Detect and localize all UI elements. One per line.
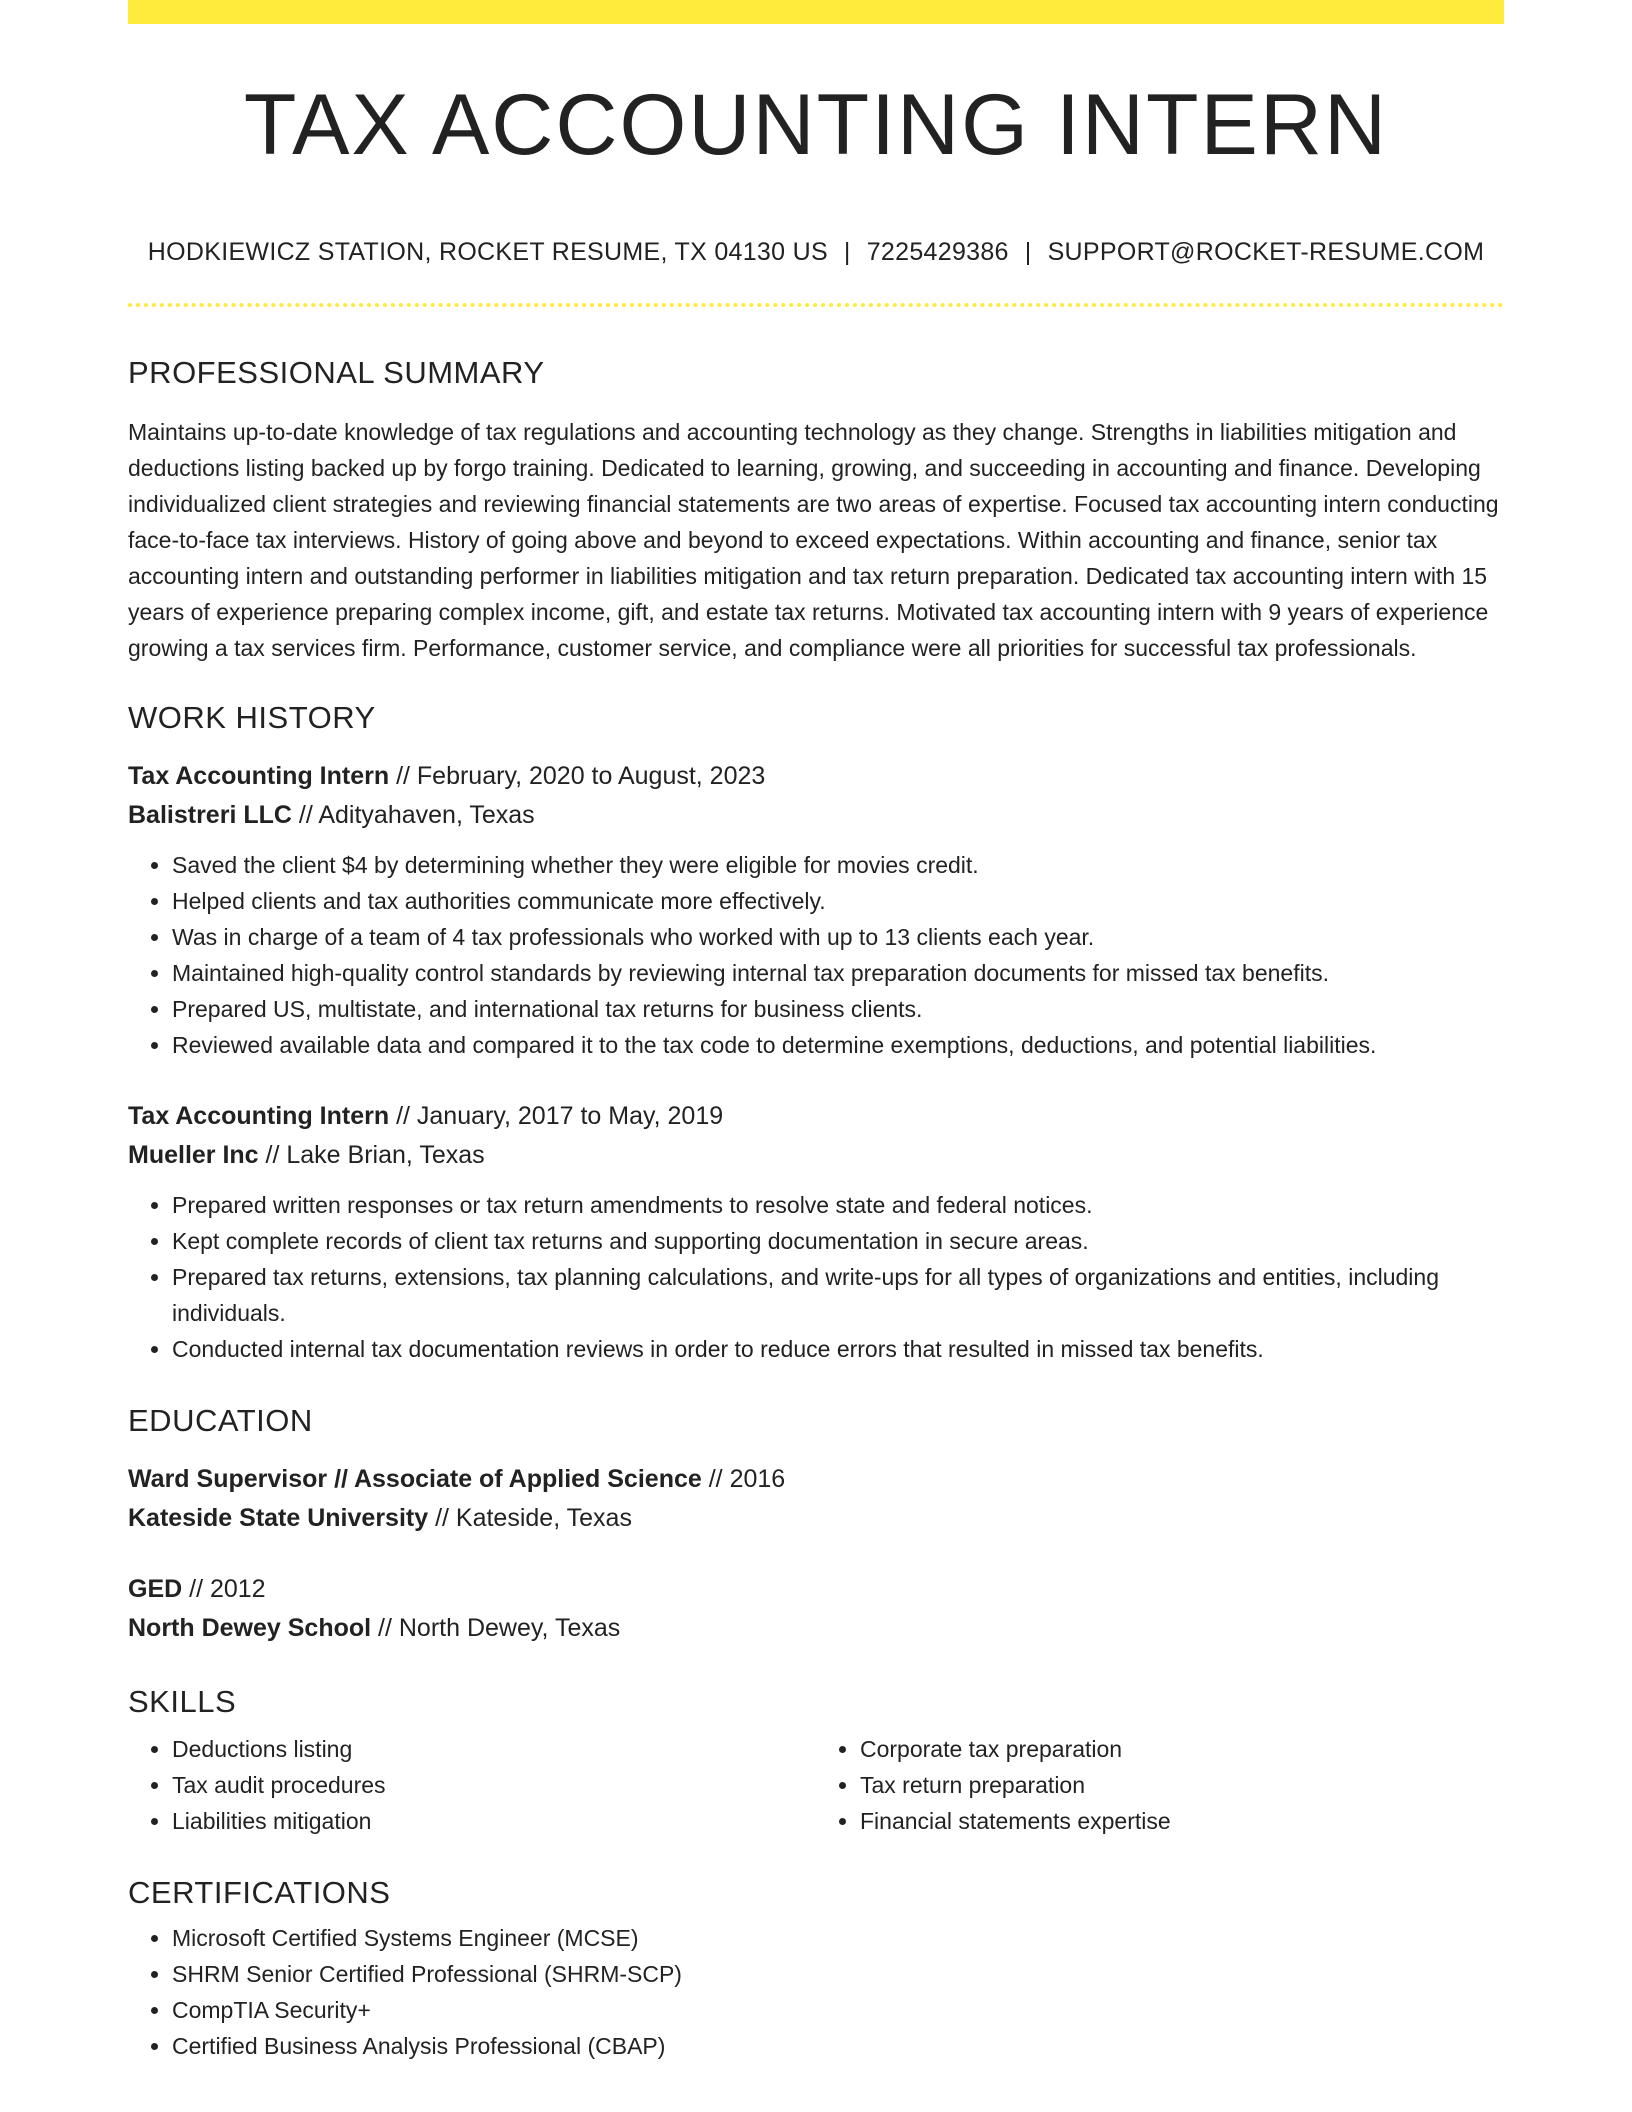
job-bullets <box>128 847 1504 1063</box>
list-item: • CompTIA Security+ <box>172 1992 1504 2028</box>
job-location: // Adityahaven, Texas <box>291 801 535 829</box>
list-item: • Deductions listing <box>172 1731 816 1767</box>
education-year: // 2012 <box>182 1575 266 1603</box>
contact-separator: | <box>1024 238 1032 266</box>
education-school: Kateside State University <box>128 1504 429 1532</box>
skills-grid <box>128 1731 1504 1839</box>
education-entry <box>128 1570 1504 1648</box>
section-title-certifications: CERTIFICATIONS <box>128 1875 391 1910</box>
job-company: Balistreri LLC <box>128 801 292 829</box>
list-item: • Maintained high-quality control standards by reviewing internal tax preparation documents for missed tax benefits. <box>172 955 1504 991</box>
job-company: Mueller Inc <box>128 1141 259 1169</box>
job-dates: // February, 2020 to August, 2023 <box>389 762 766 790</box>
resume-title: TAX ACCOUNTING INTERN <box>243 77 1389 173</box>
list-item: • Prepared tax returns, extensions, tax planning calculations, and write-ups for all types of organizations and entities, including individuals. <box>172 1259 1504 1331</box>
job-entry <box>128 1097 1504 1367</box>
education-degree-line <box>128 1570 1504 1609</box>
job-company-line <box>128 796 1504 835</box>
list-item: • Corporate tax preparation <box>860 1731 1504 1767</box>
list-item: • Tax return preparation <box>860 1767 1504 1803</box>
education-degree: GED <box>128 1575 183 1603</box>
job-role: Tax Accounting Intern <box>128 762 390 790</box>
list-item: • Liabilities mitigation <box>172 1803 816 1839</box>
job-role-line <box>128 1097 1504 1136</box>
list-item: • Microsoft Certified Systems Engineer (MCSE) <box>172 1920 1504 1956</box>
list-item: • Financial statements expertise <box>860 1803 1504 1839</box>
section-title-skills: SKILLS <box>128 1684 237 1719</box>
top-accent-bar <box>128 0 1504 24</box>
job-location: // Lake Brian, Texas <box>258 1141 485 1169</box>
education-location: // North Dewey, Texas <box>371 1614 621 1642</box>
contact-separator: | <box>843 238 851 266</box>
list-item: • Prepared written responses or tax return amendments to resolve state and federal notices. <box>172 1187 1504 1223</box>
section-title-summary: PROFESSIONAL SUMMARY <box>128 355 545 390</box>
education-location: // Kateside, Texas <box>428 1504 632 1532</box>
list-item: • Was in charge of a team of 4 tax professionals who worked with up to 13 clients each year. <box>172 919 1504 955</box>
list-item: • Saved the client $4 by determining whether they were eligible for movies credit. <box>172 847 1504 883</box>
contact-line <box>128 240 1504 265</box>
section-title-education: EDUCATION <box>128 1403 313 1438</box>
list-item: • Reviewed available data and compared it to the tax code to determine exemptions, deductions, and potential liabilities. <box>172 1027 1504 1063</box>
education-school: North Dewey School <box>128 1614 372 1642</box>
job-dates: // January, 2017 to May, 2019 <box>389 1102 724 1130</box>
resume-page <box>128 0 1504 2064</box>
education-entry <box>128 1460 1504 1538</box>
job-entry <box>128 757 1504 1063</box>
job-role-line <box>128 757 1504 796</box>
skills-column-left <box>128 1731 816 1839</box>
job-company-line <box>128 1136 1504 1175</box>
list-item: • Prepared US, multistate, and international tax returns for business clients. <box>172 991 1504 1027</box>
education-year: // 2016 <box>701 1465 786 1493</box>
education-degree-line <box>128 1460 1504 1499</box>
summary-paragraph: Maintains up-to-date knowledge of tax regulations and accounting technology as they change. Strengths in liabilities mitigation and deductions listing backed up by forgo training. Dedicated to learning, growing, and succeeding in accounting and finance. Developing individualized client strategies and reviewing financial statements are two areas of expertise. Focused tax accounting intern conducting face-to-face tax interviews. History of going above and beyond to exceed expectations. Within accounting and finance, senior tax accounting intern and outstanding performer in liabilities mitigation and tax return preparation. Dedicated tax accounting intern with 15 years of experience preparing complex income, gift, and estate tax returns. Motivated tax accounting intern with 9 years of experience growing a tax services firm. Performance, customer service, and compliance were all priorities for successful tax professionals. <box>128 419 1499 661</box>
contact-phone: 7225429386 <box>866 238 1009 266</box>
list-item: • Tax audit procedures <box>172 1767 816 1803</box>
section-title-work-history: WORK HISTORY <box>128 700 376 735</box>
job-role: Tax Accounting Intern <box>128 1102 390 1130</box>
education-degree: Ward Supervisor // Associate of Applied Science <box>128 1465 702 1493</box>
skills-column-right <box>816 1731 1504 1839</box>
education-school-line <box>128 1609 1504 1648</box>
list-item: • Conducted internal tax documentation reviews in order to reduce errors that resulted in missed tax benefits. <box>172 1331 1504 1367</box>
education-school-line <box>128 1499 1504 1538</box>
list-item: • SHRM Senior Certified Professional (SHRM-SCP) <box>172 1956 1504 1992</box>
certifications-list <box>128 1920 1504 2064</box>
list-item: • Certified Business Analysis Professional (CBAP) <box>172 2028 1504 2064</box>
contact-address: HODKIEWICZ STATION, ROCKET RESUME, TX 04130 US <box>147 238 828 266</box>
job-bullets <box>128 1187 1504 1367</box>
list-item: • Kept complete records of client tax returns and supporting documentation in secure areas. <box>172 1223 1504 1259</box>
list-item: • Helped clients and tax authorities communicate more effectively. <box>172 883 1504 919</box>
contact-email: SUPPORT@ROCKET-RESUME.COM <box>1047 238 1485 266</box>
header-divider <box>128 303 1504 307</box>
